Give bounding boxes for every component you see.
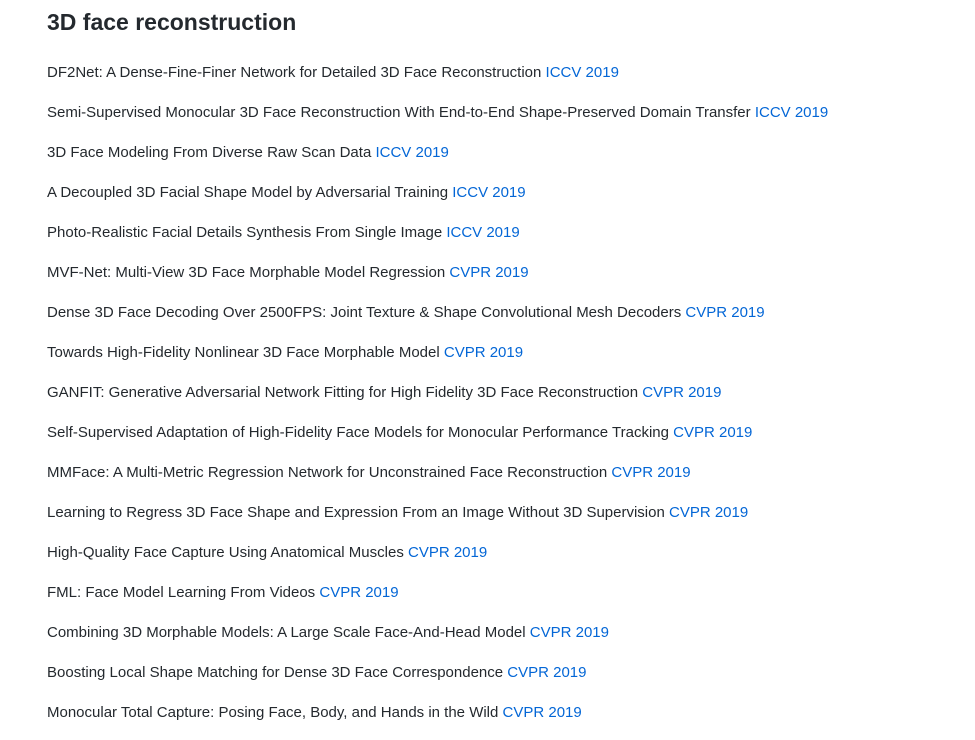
- paper-title: Towards High-Fidelity Nonlinear 3D Face Morphable Model: [47, 344, 440, 361]
- paper-item: [47, 420, 828, 460]
- paper-title: DF2Net: A Dense-Fine-Finer Network for Detailed 3D Face Reconstruction: [47, 64, 542, 81]
- paper-title: A Decoupled 3D Facial Shape Model by Adversarial Training: [47, 184, 449, 201]
- paper-title: Self-Supervised Adaptation of High-Fidelity Face Models for Monocular Performance Tracking: [47, 424, 669, 441]
- paper-title: 3D Face Modeling From Diverse Raw Scan Data: [47, 144, 372, 161]
- venue-link[interactable]: CVPR 2019: [673, 424, 753, 441]
- paper-title: Boosting Local Shape Matching for Dense 3D Face Correspondence: [47, 664, 504, 681]
- venue-link[interactable]: CVPR 2019: [319, 584, 399, 601]
- paper-title: GANFIT: Generative Adversarial Network Fitting for High Fidelity 3D Face Reconstruction: [47, 384, 639, 401]
- paper-item: [47, 300, 828, 340]
- venue-link[interactable]: CVPR 2019: [685, 304, 765, 321]
- paper-item: [47, 260, 828, 300]
- paper-title: High-Quality Face Capture Using Anatomical Muscles: [47, 544, 404, 561]
- paper-item: [47, 60, 828, 100]
- venue-link[interactable]: CVPR 2019: [449, 264, 529, 281]
- paper-item: [47, 100, 828, 140]
- venue-link[interactable]: CVPR 2019: [502, 704, 582, 721]
- paper-title: Learning to Regress 3D Face Shape and Expression From an Image Without 3D Supervision: [47, 504, 665, 521]
- venue-link[interactable]: ICCV 2019: [375, 144, 449, 161]
- paper-title: MVF-Net: Multi-View 3D Face Morphable Model Regression: [47, 264, 446, 281]
- paper-list: [47, 60, 828, 740]
- venue-link[interactable]: ICCV 2019: [452, 184, 526, 201]
- venue-link[interactable]: ICCV 2019: [446, 224, 520, 241]
- venue-link[interactable]: CVPR 2019: [507, 664, 587, 681]
- paper-item: [47, 340, 828, 380]
- paper-title: Combining 3D Morphable Models: A Large Scale Face-And-Head Model: [47, 624, 526, 641]
- paper-title: FML: Face Model Learning From Videos: [47, 584, 316, 601]
- venue-link[interactable]: ICCV 2019: [545, 64, 619, 81]
- paper-item: [47, 220, 828, 260]
- venue-link[interactable]: CVPR 2019: [669, 504, 749, 521]
- venue-link[interactable]: CVPR 2019: [443, 344, 524, 361]
- venue-link[interactable]: CVPR 2019: [642, 384, 722, 401]
- paper-item: [47, 380, 828, 420]
- paper-title: Dense 3D Face Decoding Over 2500FPS: Joint Texture & Shape Convolutional Mesh Decoders: [47, 304, 682, 321]
- venue-link[interactable]: CVPR 2019: [408, 544, 488, 561]
- paper-item: [47, 460, 828, 500]
- paper-item: [47, 580, 828, 620]
- venue-link[interactable]: CVPR 2019: [611, 464, 691, 481]
- venue-link[interactable]: CVPR 2019: [529, 624, 609, 641]
- section-heading: 3D face reconstruction: [47, 9, 297, 35]
- paper-item: [47, 660, 828, 700]
- paper-title: Semi-Supervised Monocular 3D Face Reconstruction With End-to-End Shape-Preserved Domain Transfer: [47, 104, 751, 121]
- paper-item: [47, 140, 828, 180]
- paper-title: Photo-Realistic Facial Details Synthesis From Single Image: [47, 224, 443, 241]
- paper-item: [47, 180, 828, 220]
- paper-item: [47, 500, 828, 540]
- paper-title: Monocular Total Capture: Posing Face, Body, and Hands in the Wild: [47, 704, 499, 721]
- paper-item: [47, 620, 828, 660]
- paper-item: [47, 700, 828, 740]
- paper-item: [47, 540, 828, 580]
- paper-title: MMFace: A Multi-Metric Regression Network for Unconstrained Face Reconstruction: [47, 464, 608, 481]
- venue-link[interactable]: ICCV 2019: [754, 104, 829, 121]
